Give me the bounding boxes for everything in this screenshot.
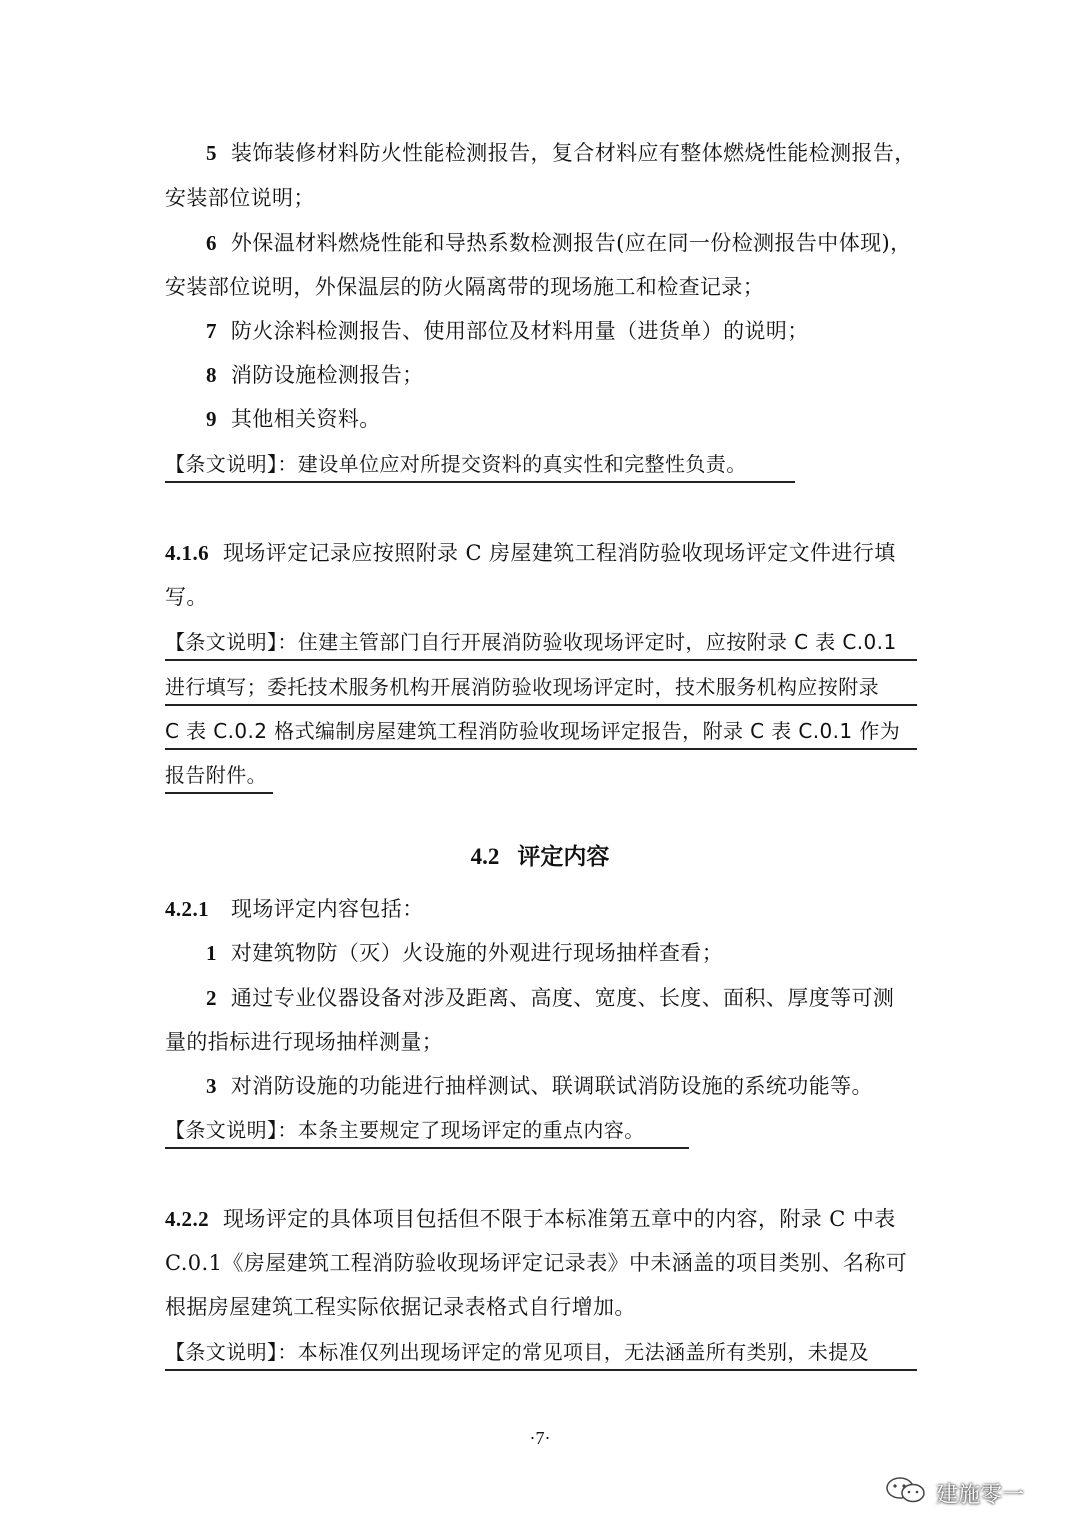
clause-4-1-6: 4.1.6 现场评定记录应按照附录 C 房屋建筑工程消防验收现场评定文件进行填 [165, 541, 896, 565]
list-item-continuation: 安装部位说明，外保温层的防火隔离带的现场施工和检查记录； [165, 275, 765, 299]
clause-note: 【条文说明】：住建主管部门自行开展消防验收现场评定时，应按附录 C 表 C.0.1 [165, 627, 917, 661]
list-item-continuation: 量的指标进行现场抽样测量； [165, 1030, 444, 1054]
watermark [884, 1476, 1024, 1510]
clause-note: 【条文说明】：本条主要规定了现场评定的重点内容。 [165, 1115, 689, 1149]
list-item-continuation: 安装部位说明； [165, 186, 315, 210]
page-number: ·7· [529, 1428, 551, 1448]
list-item: 5 装饰装修材料防火性能检测报告，复合材料应有整体燃烧性能检测报告， [206, 141, 916, 165]
list-item: 8 消防设施检测报告； [206, 363, 424, 387]
list-item: 6 外保温材料燃烧性能和导热系数检测报告(应在同一份检测报告中体现)， [206, 231, 912, 255]
list-item: 7 防火涂料检测报告、使用部位及材料用量（进货单）的说明； [206, 319, 809, 343]
list-item: 2 通过专业仪器设备对涉及距离、高度、宽度、长度、面积、厚度等可测 [206, 986, 895, 1010]
clause-4-2-2-continuation: 根据房屋建筑工程实际依据记录表格式自行增加。 [165, 1295, 636, 1319]
clause-note: 报告附件。 [165, 760, 273, 794]
clause-note: 进行填写；委托技术服务机构开展消防验收现场评定时，技术服务机构应按附录 [165, 672, 917, 706]
clause-note: C 表 C.0.2 格式编制房屋建筑工程消防验收现场评定报告，附录 C 表 C.0.1 作为 [165, 716, 917, 750]
watermark-text: 建施零一 [936, 1482, 1025, 1508]
clause-note: 【条文说明】：本标准仅列出现场评定的常见项目，无法涵盖所有类别，未提及 [165, 1337, 917, 1371]
clause-4-1-6-continuation: 写。 [165, 585, 208, 609]
wechat-icon [884, 1475, 928, 1511]
clause-4-2-2: 4.2.2 现场评定的具体项目包括但不限于本标准第五章中的内容，附录 C 中表 [165, 1207, 896, 1231]
list-item: 9 其他相关资料。 [206, 407, 381, 431]
clause-4-2-1: 4.2.1 现场评定内容包括： [165, 897, 424, 921]
clause-note: 【条文说明】：建设单位应对所提交资料的真实性和完整性负责。 [165, 449, 795, 483]
section-heading: 4.2 评定内容 [470, 844, 610, 870]
clause-4-2-2-continuation: C.0.1《房屋建筑工程消防验收现场评定记录表》中未涵盖的项目类别、名称可 [165, 1251, 908, 1275]
list-item: 1 对建筑物防（灭）火设施的外观进行现场抽样查看； [206, 941, 724, 965]
list-item: 3 对消防设施的功能进行抽样测试、联调联试消防设施的系统功能等。 [206, 1074, 873, 1098]
